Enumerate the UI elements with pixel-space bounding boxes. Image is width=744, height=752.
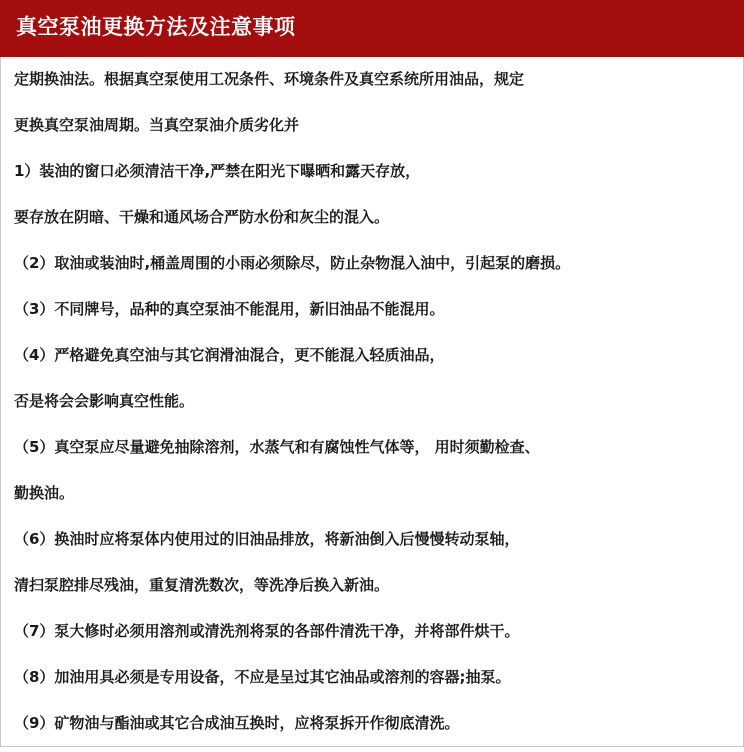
text-line: 更换真空泵油周期。当真空泵油介质劣化并 (14, 116, 300, 134)
text-line: 定期换油法。根据真空泵使用工况条件、环境条件及真空系统所用油品，规定 (14, 70, 525, 88)
text-line: 清扫泵腔排尽残油，重复清洗数次，等洗净后换入新油。 (14, 576, 390, 594)
page-title: 真空泵油更换方法及注意事项 (16, 15, 296, 39)
text-line: （3）不同牌号，品种的真空泵油不能混用，新旧油品不能混用。 (14, 300, 445, 318)
title-bar (0, 0, 744, 57)
instructions-list (14, 62, 734, 752)
text-line: （9）矿物油与酯油或其它合成油互换时，应将泵拆开作彻底清洗。 (14, 714, 460, 732)
text-line: 勤换油。 (14, 484, 75, 502)
text-line: 1）装油的窗口必须清洁干净,严禁在阳光下曝晒和露天存放， (14, 162, 421, 180)
text-line: （4）严格避免真空油与其它润滑油混合，更不能混入轻质油品， (14, 346, 445, 364)
text-line: （5）真空泵应尽量避免抽除溶剂，水蒸气和有腐蚀性气体等， 用时须勤检查、 (14, 438, 540, 456)
text-line: 否是将会会影响真空性能。 (14, 392, 195, 410)
text-line: （8）加油用具必须是专用设备，不应是呈过其它油品或溶剂的容器;抽泵。 (14, 668, 511, 686)
text-line: （2）取油或装油时,桶盖周围的小雨必须除尽，防止杂物混入油中，引起泵的磨损。 (14, 254, 571, 272)
text-line: （6）换油时应将泵体内使用过的旧油品排放，将新油倒入后慢慢转动泵轴， (14, 530, 520, 548)
text-line: 要存放在阴暗、干燥和通风场合严防水份和灰尘的混入。 (14, 208, 390, 226)
text-line: （7）泵大修时必须用溶剂或清洗剂将泵的各部件清洗干净，并将部件烘干。 (14, 622, 520, 640)
